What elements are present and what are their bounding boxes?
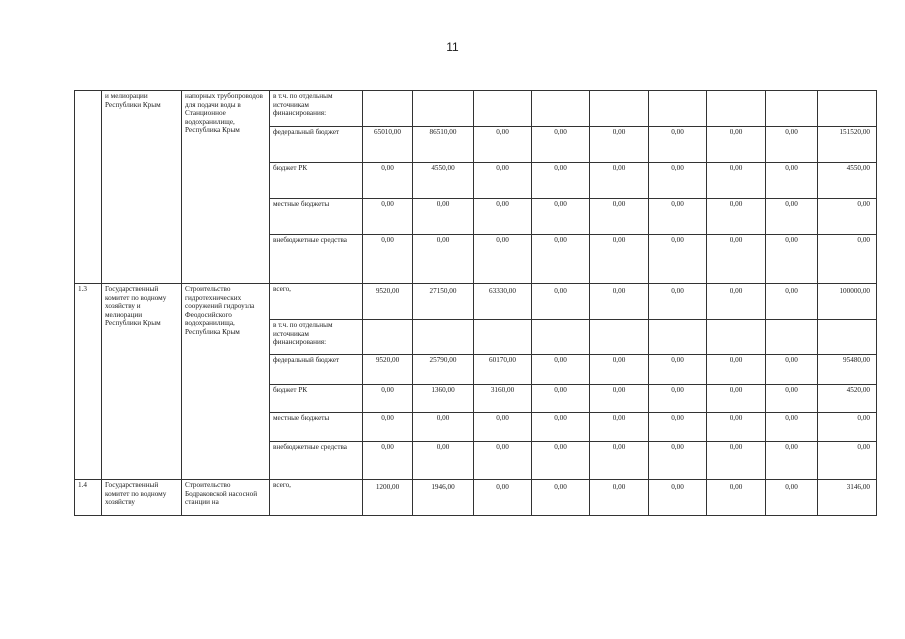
total-value-cell: 4520,00: [818, 385, 877, 413]
year-value-cell: 0,00: [532, 284, 590, 320]
funding-source: федеральный бюджет: [270, 127, 363, 163]
total-value-cell: 95480,00: [818, 355, 877, 385]
year-value-cell: 9520,00: [363, 284, 413, 320]
year-value-cell: 0,00: [707, 284, 766, 320]
year-value-cell: [413, 320, 474, 355]
funding-source: всего,: [270, 480, 363, 516]
year-value-cell: 1200,00: [363, 480, 413, 516]
year-value-cell: 60170,00: [474, 355, 532, 385]
year-value-cell: 4550,00: [413, 163, 474, 199]
year-value-cell: 0,00: [590, 163, 649, 199]
year-value-cell: 0,00: [649, 163, 707, 199]
year-value-cell: 0,00: [766, 355, 818, 385]
year-value-cell: 0,00: [474, 235, 532, 284]
year-value-cell: 0,00: [363, 163, 413, 199]
year-value-cell: 0,00: [766, 385, 818, 413]
year-value-cell: [363, 320, 413, 355]
year-value-cell: [707, 91, 766, 127]
year-value-cell: 0,00: [649, 480, 707, 516]
year-value-cell: 0,00: [707, 199, 766, 235]
year-value-cell: 0,00: [649, 355, 707, 385]
year-value-cell: 0,00: [766, 442, 818, 480]
year-value-cell: 0,00: [474, 413, 532, 442]
funding-source: всего,: [270, 284, 363, 320]
responsible-organization: и мелиорации Республики Крым: [102, 91, 182, 284]
year-value-cell: 0,00: [532, 480, 590, 516]
year-value-cell: [649, 320, 707, 355]
year-value-cell: 0,00: [474, 442, 532, 480]
year-value-cell: 0,00: [363, 235, 413, 284]
year-value-cell: 0,00: [649, 413, 707, 442]
year-value-cell: 0,00: [707, 413, 766, 442]
year-value-cell: [649, 91, 707, 127]
year-value-cell: 0,00: [474, 199, 532, 235]
year-value-cell: 0,00: [707, 442, 766, 480]
year-value-cell: [363, 91, 413, 127]
year-value-cell: 0,00: [707, 163, 766, 199]
year-value-cell: 0,00: [649, 284, 707, 320]
year-value-cell: 0,00: [590, 199, 649, 235]
year-value-cell: 86510,00: [413, 127, 474, 163]
year-value-cell: 0,00: [532, 199, 590, 235]
funding-source: местные бюджеты: [270, 413, 363, 442]
year-value-cell: 0,00: [707, 127, 766, 163]
year-value-cell: 9520,00: [363, 355, 413, 385]
year-value-cell: 0,00: [363, 385, 413, 413]
year-value-cell: 0,00: [649, 442, 707, 480]
year-value-cell: 0,00: [707, 235, 766, 284]
year-value-cell: 0,00: [532, 385, 590, 413]
funding-source: в т.ч. по отдельным источникам финансирования:: [270, 91, 363, 127]
total-value-cell: 0,00: [818, 235, 877, 284]
table-row: [75, 284, 877, 320]
funding-source: в т.ч. по отдельным источникам финансирования:: [270, 320, 363, 355]
year-value-cell: 0,00: [766, 235, 818, 284]
total-value-cell: [818, 320, 877, 355]
total-value-cell: 0,00: [818, 413, 877, 442]
funding-table: [74, 90, 877, 516]
total-value-cell: [818, 91, 877, 127]
year-value-cell: 0,00: [707, 480, 766, 516]
total-value-cell: 0,00: [818, 199, 877, 235]
year-value-cell: [474, 91, 532, 127]
year-value-cell: [590, 91, 649, 127]
year-value-cell: 0,00: [707, 355, 766, 385]
year-value-cell: 0,00: [590, 480, 649, 516]
funding-source: федеральный бюджет: [270, 355, 363, 385]
year-value-cell: [707, 320, 766, 355]
year-value-cell: [413, 91, 474, 127]
year-value-cell: 1360,00: [413, 385, 474, 413]
project-name: Строительство Бодраковской насосной станции на: [182, 480, 270, 516]
year-value-cell: 0,00: [474, 127, 532, 163]
total-value-cell: 100000,00: [818, 284, 877, 320]
year-value-cell: 0,00: [532, 413, 590, 442]
funding-source: местные бюджеты: [270, 199, 363, 235]
year-value-cell: 0,00: [590, 235, 649, 284]
year-value-cell: 0,00: [766, 413, 818, 442]
year-value-cell: 0,00: [532, 127, 590, 163]
total-value-cell: 0,00: [818, 442, 877, 480]
year-value-cell: 0,00: [649, 235, 707, 284]
year-value-cell: 1946,00: [413, 480, 474, 516]
year-value-cell: [590, 320, 649, 355]
year-value-cell: 0,00: [590, 127, 649, 163]
year-value-cell: 0,00: [363, 413, 413, 442]
year-value-cell: 65010,00: [363, 127, 413, 163]
year-value-cell: 0,00: [590, 284, 649, 320]
item-number: 1.4: [75, 480, 102, 516]
year-value-cell: 0,00: [532, 163, 590, 199]
year-value-cell: 0,00: [766, 127, 818, 163]
year-value-cell: 0,00: [474, 163, 532, 199]
funding-source: бюджет РК: [270, 385, 363, 413]
year-value-cell: 0,00: [649, 127, 707, 163]
year-value-cell: 0,00: [413, 235, 474, 284]
project-name: напорных трубопроводов для подачи воды в Станционное водохранилище, Республика Крым: [182, 91, 270, 284]
year-value-cell: 25790,00: [413, 355, 474, 385]
year-value-cell: 27150,00: [413, 284, 474, 320]
year-value-cell: 0,00: [532, 235, 590, 284]
year-value-cell: 0,00: [590, 413, 649, 442]
year-value-cell: 0,00: [766, 284, 818, 320]
year-value-cell: [474, 320, 532, 355]
year-value-cell: 0,00: [766, 163, 818, 199]
table-row: [75, 91, 877, 127]
year-value-cell: 0,00: [413, 442, 474, 480]
year-value-cell: 3160,00: [474, 385, 532, 413]
year-value-cell: 0,00: [590, 385, 649, 413]
year-value-cell: 0,00: [474, 480, 532, 516]
funding-source: бюджет РК: [270, 163, 363, 199]
responsible-organization: Государственный комитет по водному хозяйству и мелиорации Республики Крым: [102, 284, 182, 480]
year-value-cell: 0,00: [413, 413, 474, 442]
year-value-cell: 0,00: [532, 442, 590, 480]
table-row: [75, 480, 877, 516]
total-value-cell: 3146,00: [818, 480, 877, 516]
total-value-cell: 4550,00: [818, 163, 877, 199]
year-value-cell: [532, 91, 590, 127]
year-value-cell: 0,00: [590, 442, 649, 480]
year-value-cell: [532, 320, 590, 355]
year-value-cell: 0,00: [590, 355, 649, 385]
year-value-cell: 0,00: [413, 199, 474, 235]
year-value-cell: [766, 91, 818, 127]
year-value-cell: 0,00: [649, 199, 707, 235]
year-value-cell: 0,00: [707, 385, 766, 413]
year-value-cell: 0,00: [766, 199, 818, 235]
project-name: Строительство гидротехнических сооружений гидроузла Феодосийского водохранилища, Республика Крым: [182, 284, 270, 480]
year-value-cell: 63330,00: [474, 284, 532, 320]
funding-source: внебюджетные средства: [270, 442, 363, 480]
year-value-cell: 0,00: [532, 355, 590, 385]
page-number: 11: [446, 40, 459, 54]
year-value-cell: 0,00: [649, 385, 707, 413]
responsible-organization: Государственный комитет по водному хозяйству: [102, 480, 182, 516]
item-number: 1.3: [75, 284, 102, 480]
funding-source: внебюджетные средства: [270, 235, 363, 284]
year-value-cell: 0,00: [363, 442, 413, 480]
item-number: [75, 91, 102, 284]
year-value-cell: 0,00: [363, 199, 413, 235]
total-value-cell: 151520,00: [818, 127, 877, 163]
year-value-cell: 0,00: [766, 480, 818, 516]
year-value-cell: [766, 320, 818, 355]
